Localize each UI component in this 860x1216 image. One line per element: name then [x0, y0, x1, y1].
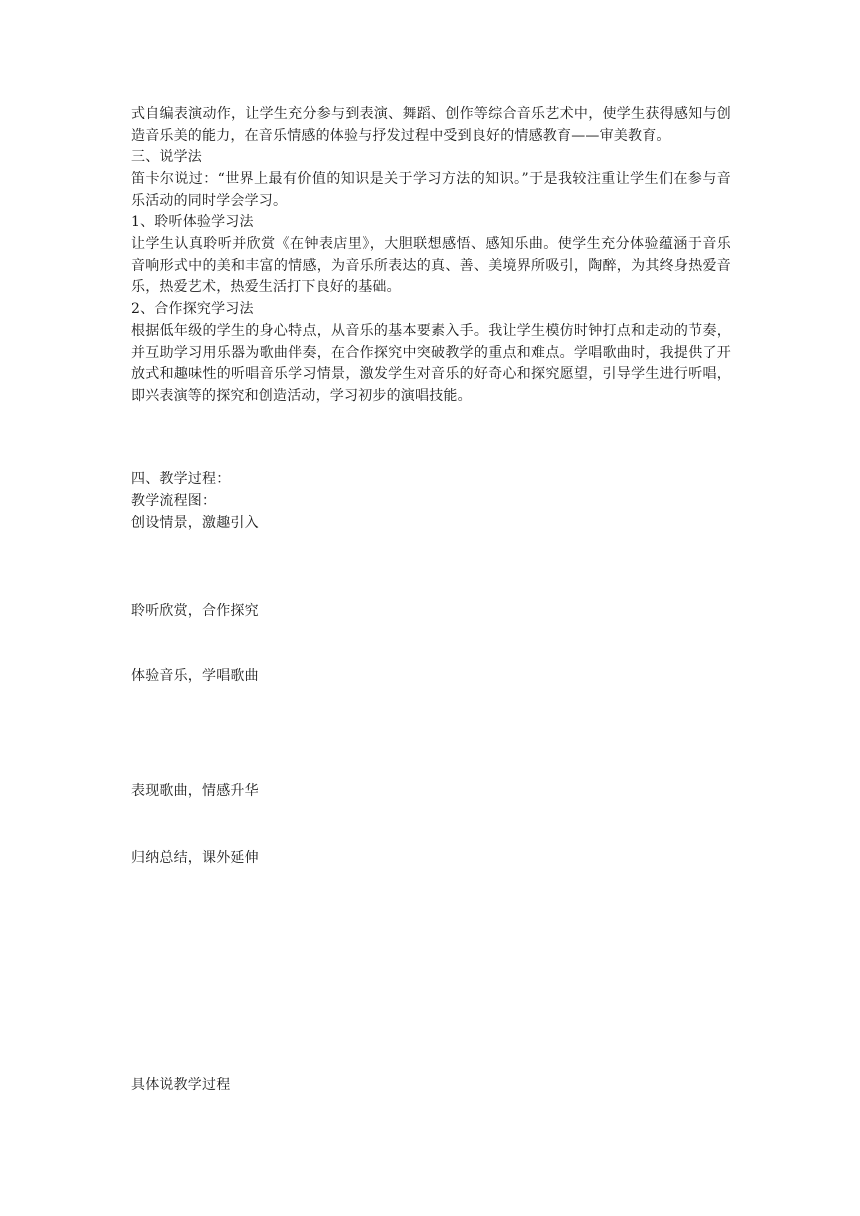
intro-paragraph: 式自编表演动作，让学生充分参与到表演、舞蹈、创作等综合音乐艺术中，使学生获得感知与创造音乐美的能力，在音乐情感的体验与抒发过程中受到良好的情感教育——审美教育。 — [131, 106, 731, 144]
method1-text: 让学生认真聆听并欣赏《在钟表店里》，大胆联想感悟、感知乐曲。使学生充分体验蕴涵于音乐音响形式中的美和丰富的情感，为音乐所表达的真、善、美境界所吸引，陶醉，为其终身热爱音乐，热爱艺术，热爱生活打下良好的基础。 — [131, 236, 731, 295]
section4-heading: 四、教学过程： — [131, 471, 231, 487]
flow-step-4: 表现歌曲，情感升华 — [131, 783, 259, 799]
section3-intro: 笛卡尔说过：“世界上最有价值的知识是关于学习方法的知识。”于是我较注重让学生们在参与音乐活动的同时学会学习。 — [131, 171, 731, 209]
flow-step-1: 创设情景，激趣引入 — [131, 515, 259, 531]
method1-title: 1、聆听体验学习法 — [131, 214, 254, 230]
flow-step-3: 体验音乐，学唱歌曲 — [131, 668, 259, 684]
method2-text: 根据低年级的学生的身心特点，从音乐的基本要素入手。我让学生模仿时钟打点和走动的节奏，并互助学习用乐器为歌曲伴奏，在合作探究中突破教学的重点和难点。学唱歌曲时，我提供了开放式和趣味性的听唱音乐学习情景，激发学生对音乐的好奇心和探究愿望，引导学生进行听唱，即兴表演等的探究和创造活动，学习初步的演唱技能。 — [131, 323, 731, 404]
detail-heading: 具体说教学过程 — [131, 1077, 231, 1093]
flowchart-title: 教学流程图： — [131, 493, 217, 509]
flow-step-5: 归纳总结，课外延伸 — [131, 850, 259, 866]
section3-heading: 三、说学法 — [131, 149, 202, 165]
flow-step-2: 聆听欣赏，合作探究 — [131, 603, 259, 619]
method2-title: 2、合作探究学习法 — [131, 301, 254, 317]
